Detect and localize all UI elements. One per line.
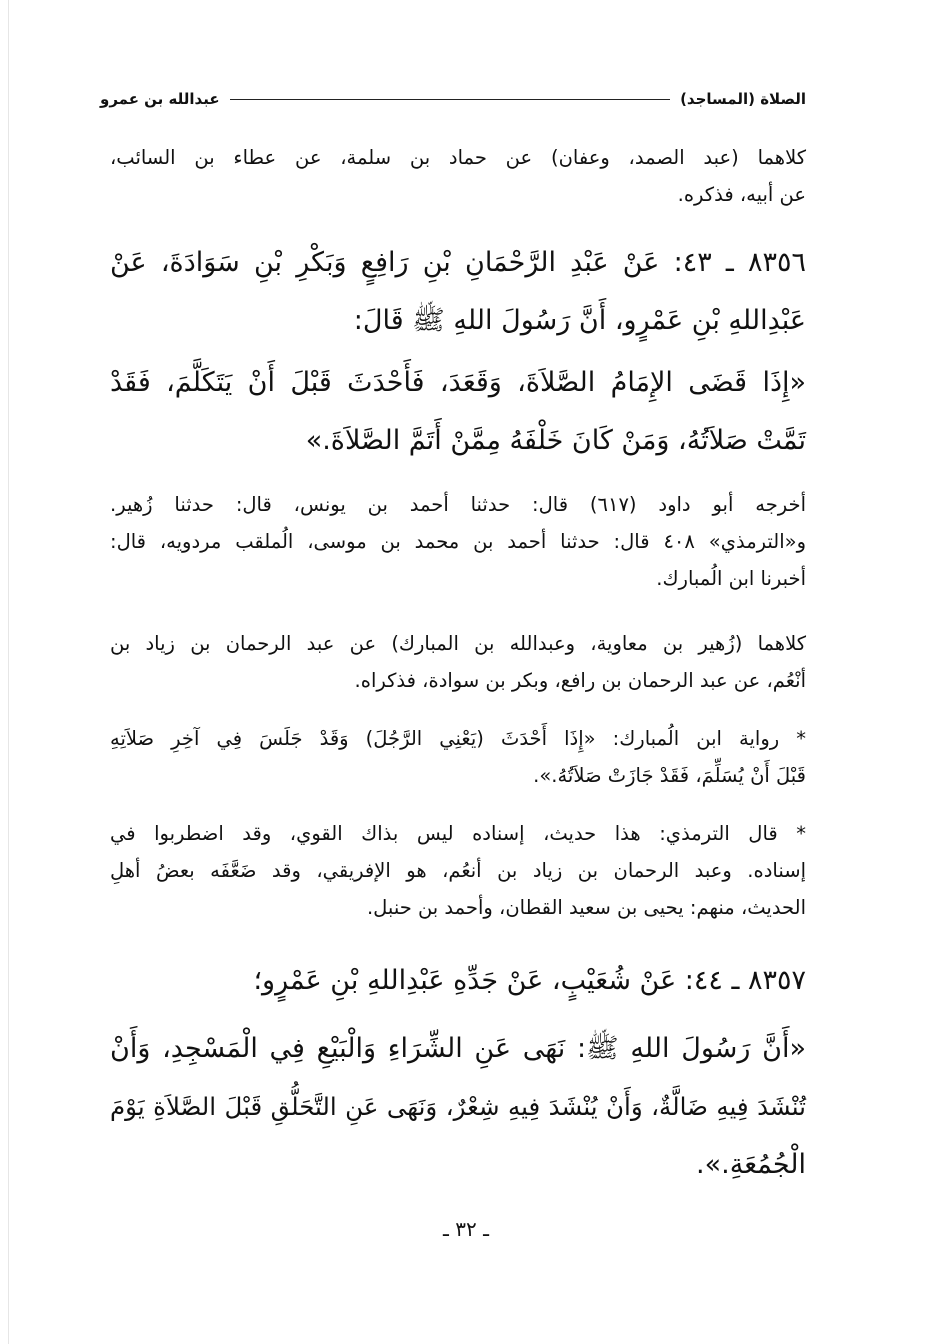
text-line: إسناده. وعبد الرحمان بن زياد بن أنعُم، هو الإفريقي، وقد ضَعَّفَه بعضُ أهلِ bbox=[110, 859, 806, 882]
hadith-8356-heading bbox=[110, 234, 806, 350]
hadith-8356-text bbox=[110, 354, 806, 470]
text-line: و«الترمذي» ٤٠٨ قال: حدثنا أحمد بن محمد بن موسى، الُملقب مردويه، قال: bbox=[110, 530, 806, 553]
hadith-line: ٨٣٥٦ ـ ٤٣: عَنْ عَبْدِ الرَّحْمَانِ بْنِ رَافِعٍ وَبَكْرِ بْنِ سَوَادَةَ، عَنْ bbox=[110, 247, 806, 278]
hadith-line: ٨٣٥٧ ـ ٤٤: عَنْ شُعَيْبٍ، عَنْ جَدِّهِ عَبْدِاللهِ بْنِ عَمْرٍو؛ bbox=[253, 965, 806, 996]
text-line: الحديث، منهم: يحيى بن سعيد القطان، وأحمد بن حنبل. bbox=[366, 896, 806, 919]
hadith-8357-text bbox=[110, 1020, 806, 1194]
text-line: أخرجه أبو داود (٦١٧) قال: حدثنا أحمد بن يونس، قال: حدثنا زُهير. bbox=[110, 493, 806, 516]
text-line: قَبْلَ أَنْ يُسَلِّمَ، فَقَدْ جَازَتْ صَلاَتُهُ.». bbox=[533, 764, 806, 787]
hadith-line: عَبْدِاللهِ بْنِ عَمْرٍو، أَنَّ رَسُولَ اللهِ ﷺ قَالَ: bbox=[353, 305, 806, 336]
text-line: كلاهما (عبد الصمد، وعفان) عن حماد بن سلمة، عن عطاء بن السائب، bbox=[110, 146, 806, 169]
hadith-line: «إِذَا قَضَى الإِمَامُ الصَّلاَةَ، وَقَعَدَ، فَأَحْدَثَ قَبْلَ أَنْ يَتَكَلَّمَ، فَقَدْ bbox=[110, 367, 806, 398]
header-chapter-title: الصلاة (المساجد) bbox=[680, 90, 806, 108]
text-line: عن أبيه، فذكره. bbox=[677, 183, 806, 206]
text-line: أخبرنا ابن الُمبارك. bbox=[656, 567, 806, 590]
paragraph-1 bbox=[110, 139, 806, 213]
paragraph-tirmidhi-comment bbox=[110, 815, 806, 926]
hadith-line: تَمَّتْ صَلاَتُهُ، وَمَنْ كَانَ خَلْفَهُ مِمَّنْ أَتَمَّ الصَّلاَةَ.» bbox=[305, 425, 806, 456]
page-number: ـ ٣٢ ـ bbox=[443, 1217, 489, 1241]
text-line: أنْعُم، عن عبد الرحمان بن رافع، وبكر بن سوادة، فذكراه. bbox=[354, 669, 806, 692]
hadith-line: تُنْشَدَ فِيهِ ضَالَّةٌ، وَأَنْ يُنْشَدَ فِيهِ شِعْرٌ، وَنَهَى عَنِ التَّحَلُّقِ قَبْلَ الصَّلاَةِ يَوْمَ bbox=[110, 1092, 806, 1121]
paragraph-narration bbox=[110, 720, 806, 794]
paragraph-takhrij bbox=[110, 486, 806, 597]
text-line: كلاهما (زُهير بن معاوية، وعبدالله بن المبارك) عن عبد الرحمان بن زياد بن bbox=[110, 632, 806, 655]
text-line: * رواية ابن الُمبارك: «إِذَا أَحْدَثَ (يَعْنِي الرَّجُلَ) وَقَدْ جَلَسَ فِي آخِرِ صَلاَتِهِ bbox=[110, 727, 806, 750]
running-header bbox=[100, 84, 806, 114]
hadith-line: «أَنَّ رَسُولَ اللهِ ﷺ: نَهَى عَنِ الشِّرَاءِ وَالْبَيْعِ فِي الْمَسْجِدِ، وَأَنْ bbox=[110, 1033, 806, 1064]
hadith-8357-heading bbox=[110, 952, 806, 1010]
text-line: * قال الترمذي: هذا حديث، إسناده ليس بذاك القوي، وقد اضطربوا في bbox=[110, 822, 806, 845]
paragraph-chain bbox=[110, 625, 806, 699]
hadith-line: الْجُمُعَةِ.». bbox=[696, 1149, 806, 1180]
scan-edge bbox=[8, 0, 9, 1344]
header-author: عبدالله بن عمرو bbox=[100, 90, 220, 108]
header-rule bbox=[230, 99, 671, 100]
